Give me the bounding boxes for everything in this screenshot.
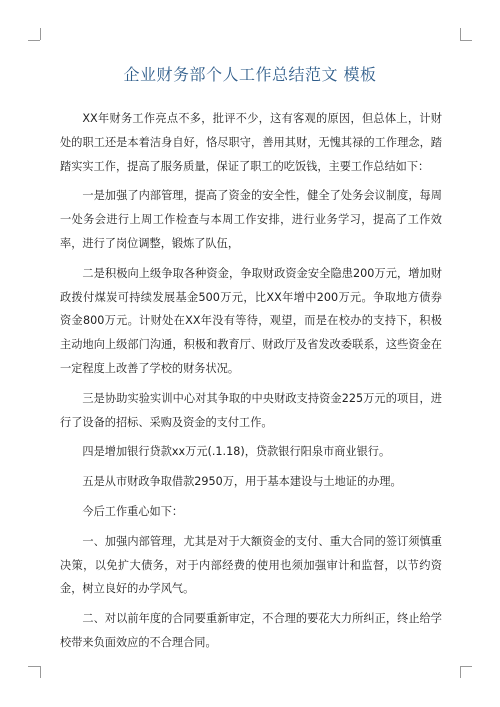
paragraph-point-5: 五是从市财政争取借款2950万，用于基本建设与土地证的办理。	[82, 475, 402, 489]
paragraph-future-1: 一、加强内部管理，尤其是对于大额资金的支付、重大合同的签订须慎重决策，以免扩大债务，对于内部经费的使用也须加强审计和监督，以节约资金，树立良好的办学风气。	[60, 534, 442, 596]
paragraph-point-3: 三是协助实验实训中心对其争取的中央财政支持资金225万元的项目，进行了设备的招标、采购及资金的支付工作。	[60, 391, 442, 429]
paragraph-future-2: 二、对以前年度的合同要重新审定，不合理的要花大力所纠正，终止给学校带来负面效应的不合理合同。	[60, 612, 442, 649]
paragraph-point-4: 四是增加银行贷款xx万元(.1.18)，贷款银行阳泉市商业银行。	[82, 445, 391, 459]
paragraph-point-2: 二是积极向上级争取各种资金，争取财政资金安全隐患200万元，增加财政拨付煤炭可持续发展基金500万元，比XX年增中200万元。争取地方债券资金800万元。计财处在XX年没有等待，观望，而是在校办的支持下，积极主动地向上级部门沟通，积极和教育厅、财政厅及省发改委联系，这些资金在一定程度上改善了学校的财务状况。	[60, 266, 442, 375]
document-title: 企业财务部个人工作总结范文 模板	[123, 65, 377, 84]
paragraph-point-1: 一是加强了内部管理，提高了资金的安全性，健全了处务会议制度，每周一处务会进行上周工作检查与本周工作安排，进行业务学习，提高了工作效率，进行了岗位调整，锻炼了队伍，	[60, 189, 442, 250]
paragraph-intro: XX年财务工作亮点不多，批评不少，这有客观的原因，但总体上，计财处的职工还是本着洁身自好，恪尽职守，善用其财，无愧其禄的工作理念，踏踏实实工作，提高了服务质量，保证了职工的吃饭钱，主要工作总结如下：	[60, 112, 442, 173]
paragraph-future-heading: 今后工作重心如下：	[82, 504, 184, 518]
document-body	[60, 107, 442, 661]
